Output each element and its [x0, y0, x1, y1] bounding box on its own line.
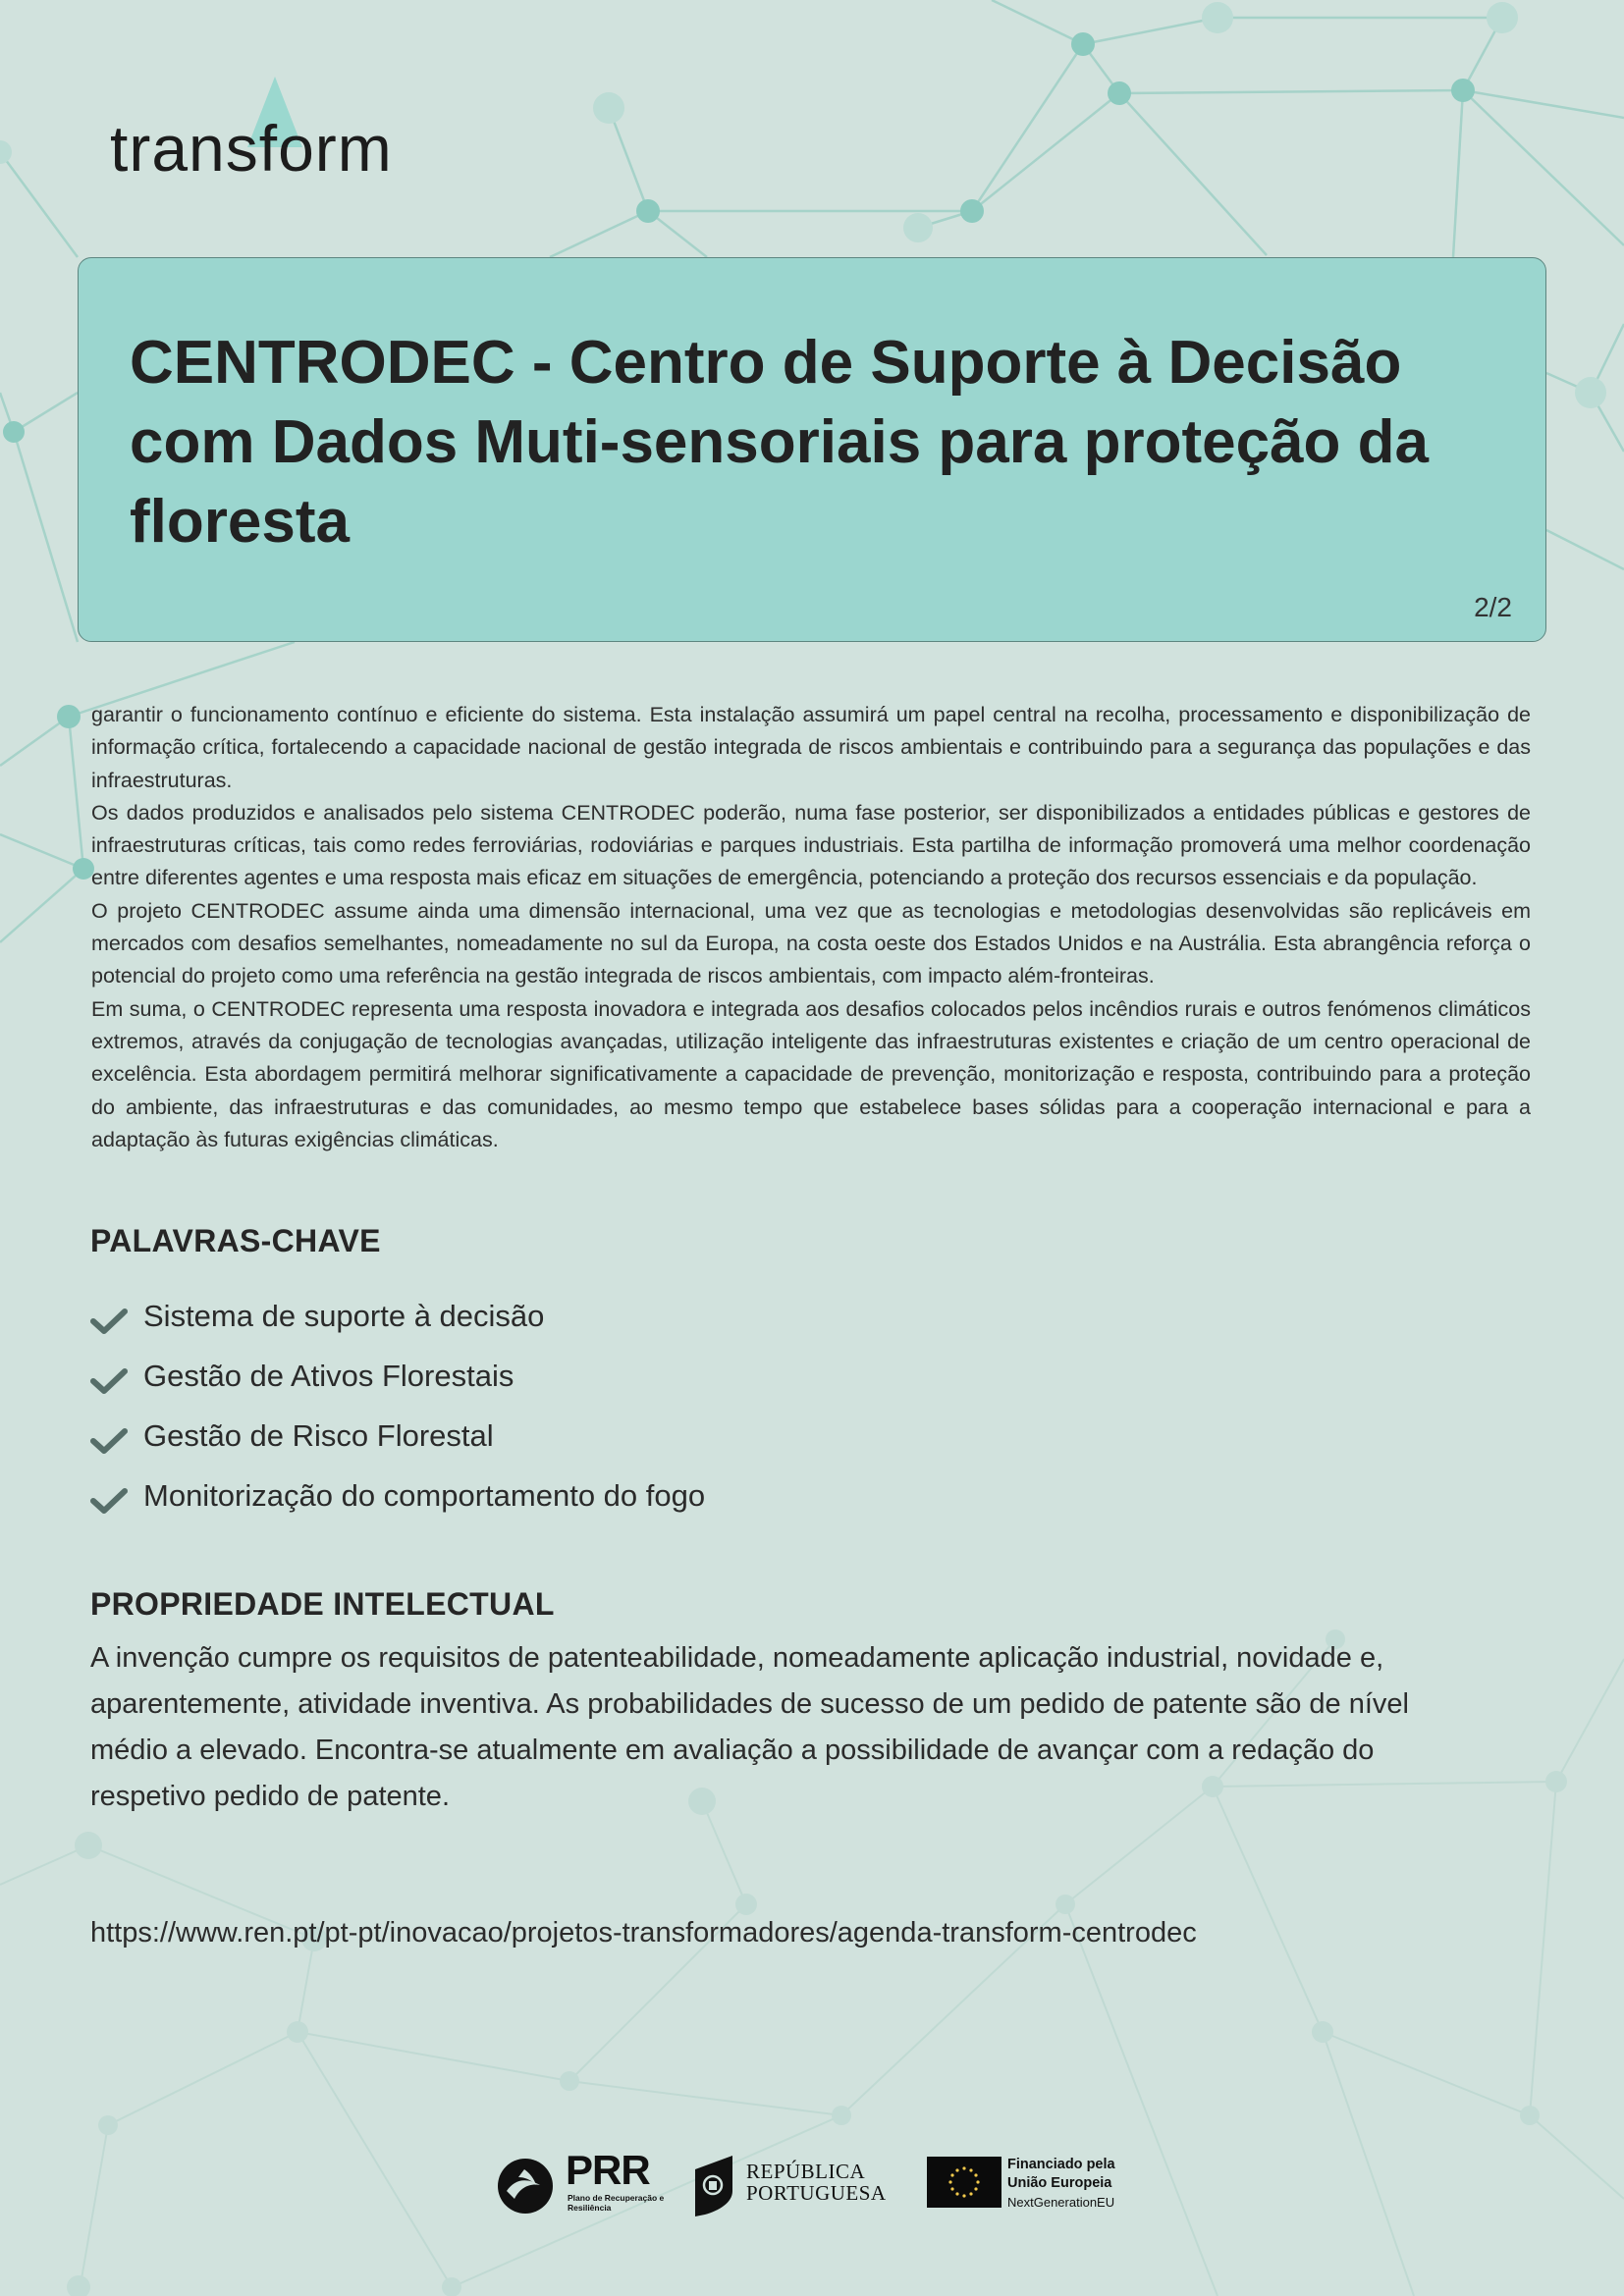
eu-line2: União Europeia — [1007, 2175, 1112, 2191]
check-icon — [90, 1426, 128, 1456]
eu-flag-icon — [927, 2157, 1001, 2208]
title-banner — [78, 257, 1546, 642]
body-paragraph: Em suma, o CENTRODEC representa uma resposta inovadora e integrada aos desafios colocados pelos incêndios rurais e outros fenómenos climáticos extremos, através da conjugação de tecnologias avançadas, utilização inteligente das infraestruturas existentes e criação de um centro operacional de excelência. Esta abordagem permitirá melhorar significativamente a capacidade de prevenção, monitorização e resposta, contribuindo para a proteção do ambiente, das infraestruturas e das comunidades, ao mesmo tempo que estabelece bases sólidas para a cooperação internacional e para a adaptação às futuras exigências climáticas. — [91, 996, 1531, 1151]
republica-line1: REPÚBLICA — [746, 2160, 866, 2183]
logo-text: transform — [110, 112, 393, 185]
republica-portuguesa-text — [746, 2161, 887, 2204]
eu-funding-text — [1007, 2156, 1115, 2212]
keyword-text: Sistema de suporte à decisão — [143, 1298, 545, 1333]
body-paragraph: Os dados produzidos e analisados pelo sistema CENTRODEC poderão, numa fase posterior, ser disponibilizados a entidades públicas e gestores de infraestruturas críticas, tais como redes ferroviárias, rodoviárias e parques industriais. Esta partilha de informação promoverá uma melhor coordenação entre diferentes agentes e uma resposta mais eficaz em situações de emergência, potenciando a proteção dos recursos essenciais e da população. — [91, 800, 1531, 890]
body-paragraph: garantir o funcionamento contínuo e eficiente do sistema. Esta instalação assumirá um papel central na recolha, processamento e disponibilização de informação crítica, fortalecendo a capacidade nacional de gestão integrada de riscos ambientais e contribuindo para a segurança das populações e das infraestruturas. — [91, 703, 1531, 792]
check-icon — [90, 1486, 128, 1516]
ip-heading: PROPRIEDADE INTELECTUAL — [90, 1586, 555, 1622]
republica-portuguesa-emblem-icon — [689, 2152, 738, 2216]
transform-logo — [110, 77, 405, 189]
keyword-item — [90, 1466, 705, 1525]
keyword-text: Gestão de Ativos Florestais — [143, 1358, 514, 1393]
keywords-list — [90, 1286, 705, 1525]
project-url-link[interactable]: https://www.ren.pt/pt-pt/inovacao/projetos-transformadores/agenda-transform-centrodec — [90, 1917, 1197, 1949]
keyword-item — [90, 1406, 705, 1466]
keyword-item — [90, 1286, 705, 1346]
check-icon — [90, 1366, 128, 1396]
keywords-heading: PALAVRAS-CHAVE — [90, 1223, 381, 1258]
check-icon — [90, 1307, 128, 1336]
body-paragraph: O projeto CENTRODEC assume ainda uma dimensão internacional, uma vez que as tecnologias e metodologias desenvolvidas são replicáveis em mercados com desafios semelhantes, nomeadamente no sul da Europa, na costa oeste dos Estados Unidos e na Austrália. Esta abrangência reforça o potencial do projeto como uma referência na gestão integrada de riscos ambientais, com impacto além-fronteiras. — [91, 898, 1531, 988]
keyword-text: Gestão de Risco Florestal — [143, 1417, 494, 1453]
eu-line1: Financiado pela — [1007, 2157, 1115, 2172]
page-title: CENTRODEC - Centro de Suporte à Decisão com Dados Muti-sensoriais para proteção da floresta — [130, 329, 1430, 556]
keyword-item — [90, 1346, 705, 1406]
page-number: 2/2 — [1474, 592, 1512, 622]
footer-funding-logos — [497, 2147, 1145, 2218]
prr-subtitle: Plano de Recuperação e Resiliência — [568, 2193, 665, 2213]
ip-text: A invenção cumpre os requisitos de patenteabilidade, nomeadamente aplicação industrial, novidade e, aparentemente, atividade inventiva. As probabilidades de sucesso de um pedido de patente são de nível médio a elevado. Encontra-se atualmente em avaliação a possibilidade de avançar com a redação do respetivo pedido de patente. — [90, 1642, 1409, 1812]
body-text — [91, 699, 1531, 1156]
prr-logo-text: PRR — [566, 2147, 650, 2193]
republica-line2: PORTUGUESA — [746, 2181, 887, 2205]
keyword-text: Monitorização do comportamento do fogo — [143, 1477, 706, 1513]
prr-logo-icon — [497, 2158, 554, 2215]
eu-line3: NextGenerationEU — [1007, 2195, 1115, 2210]
